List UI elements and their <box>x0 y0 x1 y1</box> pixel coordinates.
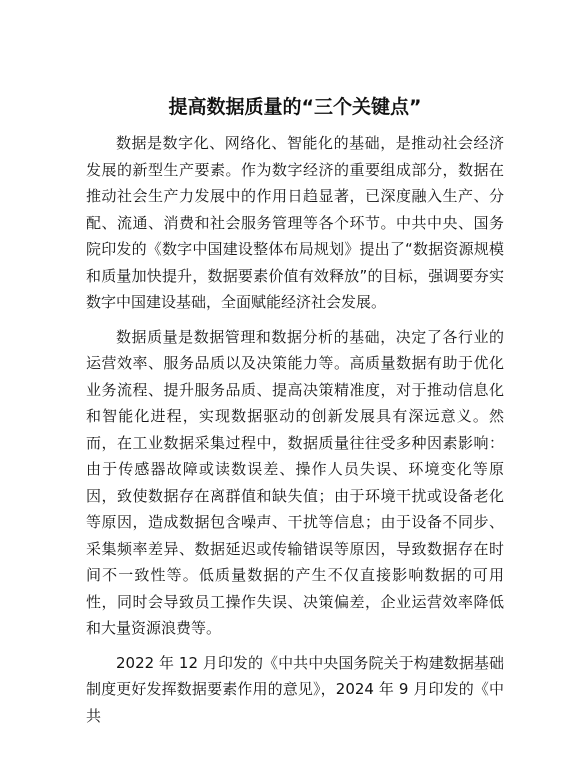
paragraph-1: 数据是数字化、网络化、智能化的基础，是推动社会经济发展的新型生产要素。作为数字经济的重要组成部分，数据在推动社会生产力发展中的作用日趋显著，已深度融入生产、分配、流通、消费和社会服务管理等各个环节。中共中央、国务院印发的《数字中国建设整体布局规划》提出了“数据资源规模和质量加快提升，数据要素价值有效释放”的目标，强调要夯实数字中国建设基础，全面赋能经济社会发展。 <box>86 134 504 311</box>
paragraph-3: 2022 年 12 月印发的《中共中央国务院关于构建数据基础制度更好发挥数据要素作用的意见》，2024 年 9 月印发的《中共 <box>86 653 504 725</box>
paragraph-2: 数据质量是数据管理和数据分析的基础，决定了各行业的运营效率、服务品质以及决策能力等。高质量数据有助于优化业务流程、提升服务品质、提高决策精准度，对于推动信息化和智能化进程，实现数据驱动的创新发展具有深远意义。然而，在工业数据采集过程中，数据质量往往受多种因素影响：由于传感器故障或读数误差、操作人员失误、环境变化等原因，致使数据存在离群值和缺失值；由于环境干扰或设备老化等原因，造成数据包含噪声、干扰等信息；由于设备不同步、采集频率差异、数据延迟或传输错误等原因，导致数据存在时间不一致性等。低质量数据的产生不仅直接影响数据的可用性，同时会导致员工操作失误、决策偏差，企业运营效率降低和大量资源浪费等。 <box>86 327 504 637</box>
document-title: 提高数据质量的“三个关键点” <box>168 96 422 118</box>
